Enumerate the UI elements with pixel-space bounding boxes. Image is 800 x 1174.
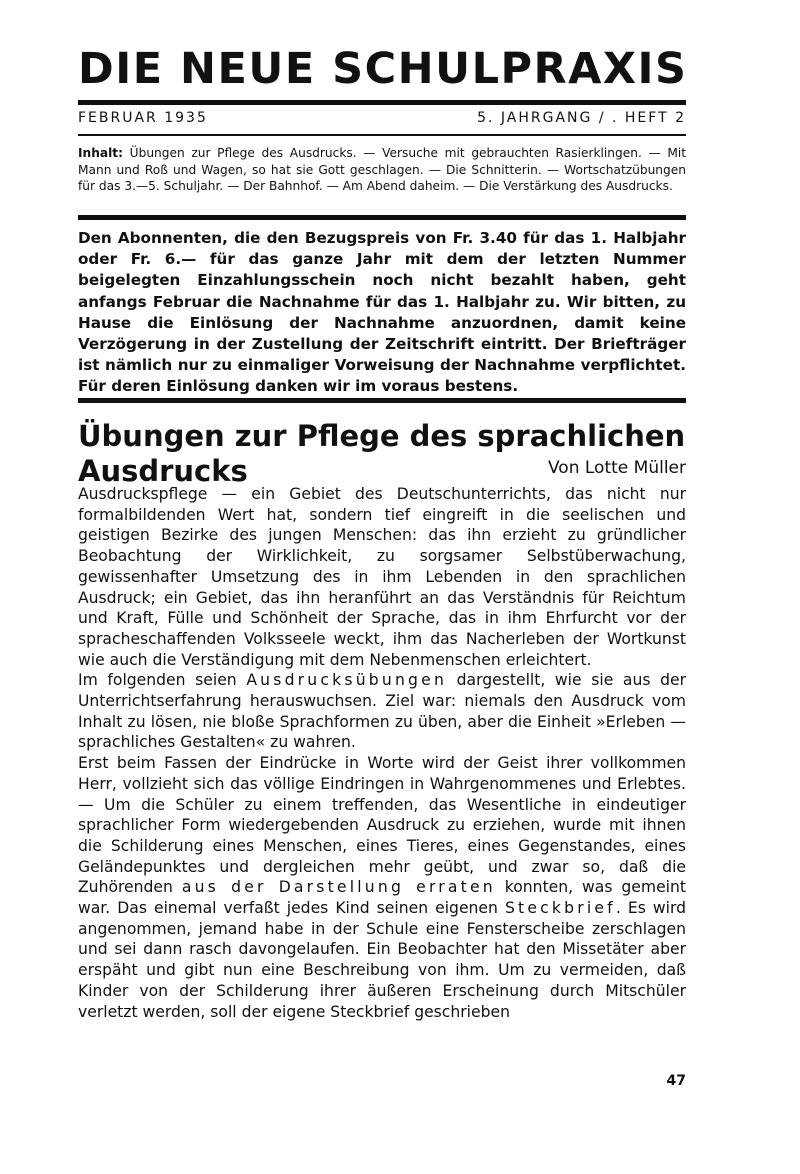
p3-text-end: . Es wird angenommen, jemand habe in der Schule eine Fensterscheibe zerschlagen und sei dann rasch davongelaufen. Ein Beobachter hat den Missetäter aber erspäht und gibt nun eine Beschreibung von ihm. Um zu vermeiden, daß Kinder von der Schilderung ihrer äußeren Erscheinung durch Mitschüler verletzt werden, soll der eigene Steckbrief geschrieben — [78, 899, 686, 1021]
issue-date: FEBRUAR 1935 — [78, 110, 208, 126]
masthead-rule — [78, 100, 686, 105]
p2-spaced-term: Ausdrucksübungen — [246, 671, 448, 690]
paragraph-1: Ausdruckspflege — ein Gebiet des Deutschunterrichts, das nicht nur formalbildenden Wert hat, sondern tief eingreift in die seelischen und geistigen Bezirke des jungen Menschen: das ihn erzieht zu gründlicher Beobachtung der Wirklichkeit, zu sorgsamer Selbstüberwachung, gewissenhafter Umsetzung des in ihm Lebenden in den sprachlichen Ausdruck; ein Gebiet, das ihn heranführt an das Verständnis für Reichtum und Kraft, Fülle und Schönheit der Sprache, das in ihm Ehrfurcht vor der spracheschaffenden Volksseele weckt, ihm das Nacherleben der Wortkunst wie auch die Verständigung mit dem Nebenmenschen erleichtert. — [78, 485, 686, 669]
paragraph-2 — [78, 670, 686, 753]
article-title: Übungen zur Pflege des sprachlichen Ausdrucks — [78, 419, 686, 488]
paragraph-3 — [78, 753, 686, 1022]
issue-rule — [78, 134, 686, 136]
page-number: 47 — [666, 1073, 686, 1089]
p2-text-start: Im folgenden seien — [78, 671, 247, 690]
issue-volume: 5. JAHRGANG / . HEFT 2 — [477, 110, 686, 126]
contents-text: Übungen zur Pflege des Ausdrucks. — Versuche mit gebrauchten Rasierklingen. — Mit Mann und Roß und Wagen, so hat sie Gott geschlagen. — Die Schnitterin. — Wortschatzübungen für das 3.—5. Schuljahr. — Der Bahnhof. — Am Abend daheim. — Die Verstärkung des Ausdrucks. — [78, 146, 687, 193]
p3-text-middle: konnten, was gemeint war. Das einemal verfaßt jedes Kind seinen eigenen — [78, 878, 686, 918]
p3-text-start: Erst beim Fassen der Eindrücke in Worte wird der Geist ihrer vollkommen Herr, vollzieht sich das völlige Eindringen in Wahrgenommenes und Erlebtes. — Um die Schüler zu einem treffenden, das Wesentliche in eindeutiger sprachlicher Form wiedergebenden Ausdruck zu erziehen, wurde mit ihnen die Schilderung eines Menschen, eines Tieres, eines Gegenstandes, eines Geländepunktes und dergleichen mehr geübt, und zwar so, daß die Zuhörenden — [78, 754, 686, 897]
p3-spaced-term-1: aus der Darstellung erraten — [181, 878, 496, 897]
p2-text-end: dargestellt, wie sie aus der Unterrichtserfahrung herauswuchsen. Ziel war: niemals den Ausdruck vom Inhalt zu lösen, nie bloße Sprachformen zu üben, aber die Einheit »Erleben — sprachliches Gestalten« zu wahren. — [78, 671, 686, 752]
subscriber-notice: Den Abonnenten, die den Bezugspreis von Fr. 3.40 für das 1. Halbjahr oder Fr. 6.— für das ganze Jahr mit dem der letzten Nummer beigelegten Einzahlungsschein noch nicht bezahlt haben, geht anfangs Februar die Nachnahme für das 1. Halbjahr zu. Wir bitten, zu Hause die Einlösung der Nachnahme anzuordnen, damit keine Verzögerung in der Zustellung der Zeitschrift eintritt. Der Briefträger ist nämlich nur zu einmaliger Vorweisung der Nachnahme verpflichtet. Für deren Einlösung danken wir im voraus bestens. — [78, 229, 686, 396]
p3-spaced-term-2: Steckbrief — [504, 899, 616, 918]
contents-rule — [78, 215, 686, 220]
masthead-title: DIE NEUE SCHULPRAXIS — [78, 44, 688, 94]
issue-line — [78, 110, 686, 126]
article-body — [78, 484, 686, 1022]
article-byline: Von Lotte Müller — [548, 458, 686, 478]
table-of-contents — [78, 145, 686, 195]
notice-rule — [78, 398, 686, 403]
contents-label: Inhalt: — [78, 146, 123, 160]
